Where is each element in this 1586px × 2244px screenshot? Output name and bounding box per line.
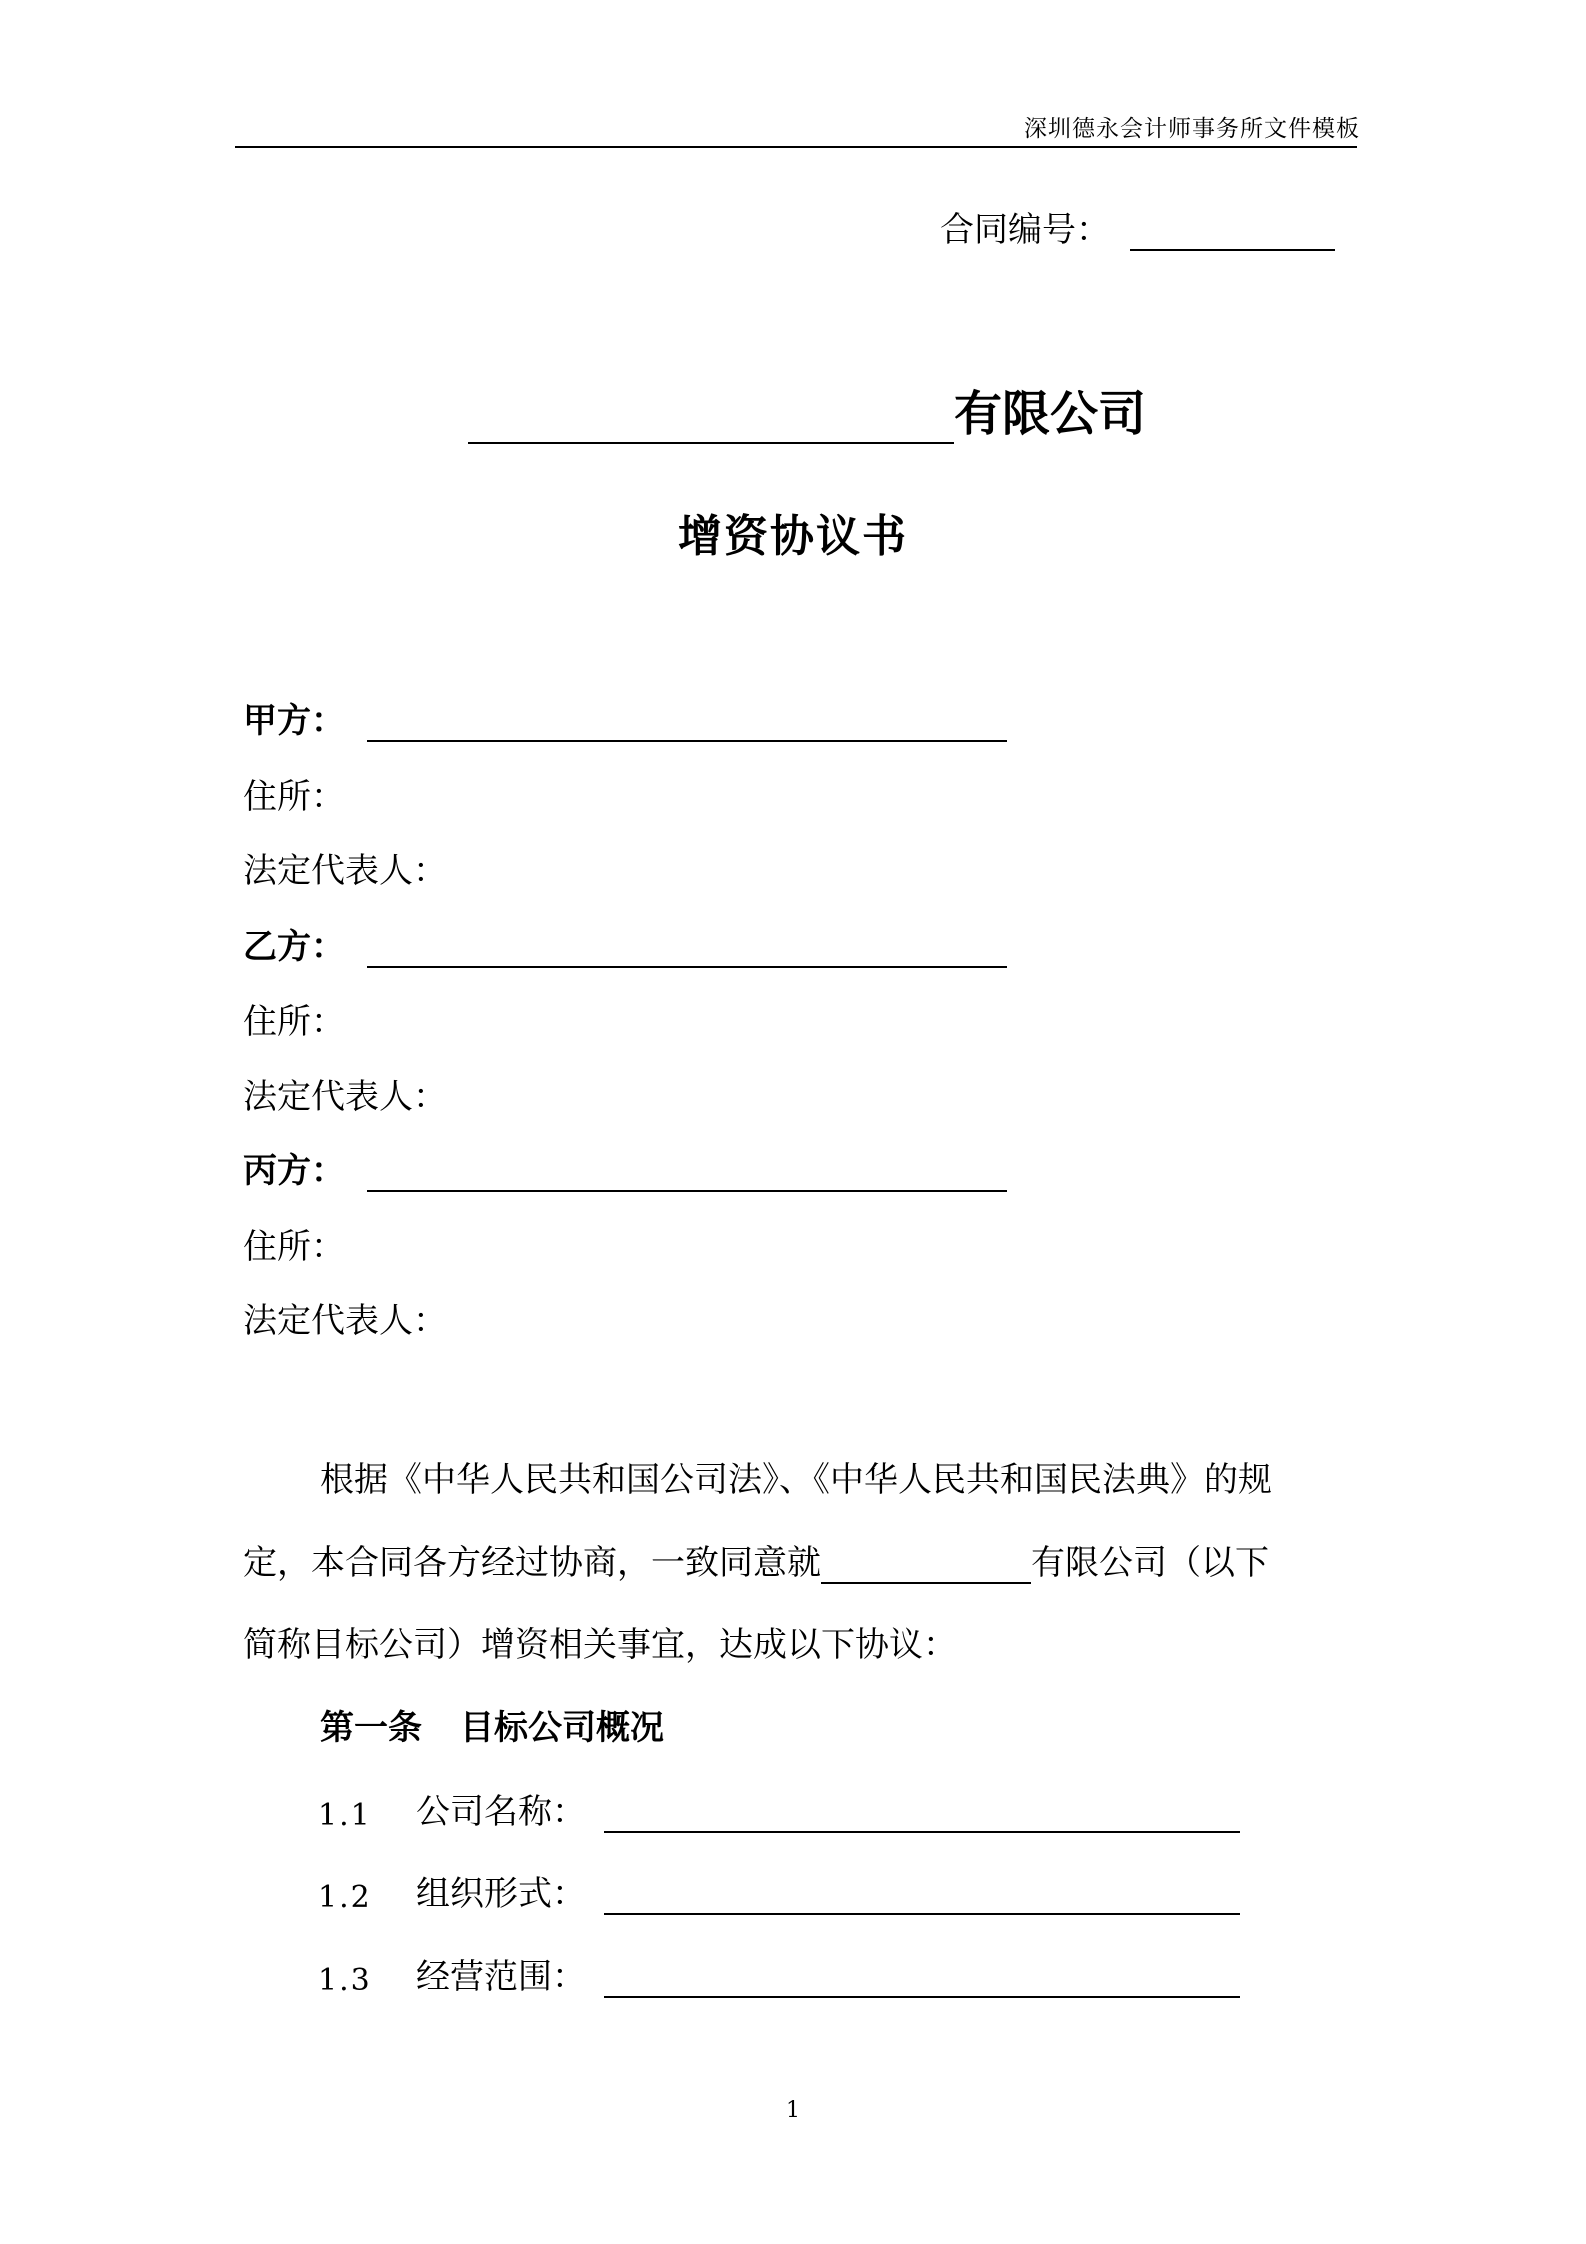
- company-name-blank: [468, 388, 954, 444]
- party-c-label: 丙方：: [243, 1151, 345, 1191]
- item-1-1-row: [318, 1784, 1240, 1833]
- party-c-representative-row: [243, 1293, 447, 1342]
- party-b-representative-row: [243, 1069, 447, 1118]
- item-1-2-number: 1.2: [318, 1880, 372, 1915]
- party-b-label: 乙方：: [243, 927, 345, 967]
- item-1-1-label: 公司名称：: [416, 1792, 586, 1832]
- header-rule: [235, 146, 1357, 148]
- party-b-address-row: [243, 994, 345, 1043]
- preamble-line-1: 根据《中华人民共和国公司法》、《中华人民共和国民法典》的规: [320, 1460, 1272, 1500]
- party-a-address-label: 住所：: [243, 777, 345, 817]
- party-c-blank: [367, 1150, 1007, 1192]
- preamble-line-2-before: 定，本合同各方经过协商，一致同意就: [243, 1543, 821, 1583]
- party-c-address-label: 住所：: [243, 1227, 345, 1267]
- party-a-representative-label: 法定代表人：: [243, 851, 447, 891]
- party-c-row: [243, 1143, 1007, 1192]
- article-1-heading: [320, 1700, 664, 1749]
- contract-number-blank: [1130, 209, 1335, 251]
- page-number: 1: [786, 2098, 800, 2123]
- article-1-title: 目标公司概况: [460, 1708, 664, 1748]
- item-1-2-row: [318, 1866, 1240, 1915]
- document-title: 增资协议书: [678, 511, 908, 562]
- contract-number-label: 合同编号：: [940, 210, 1110, 250]
- party-c-address-row: [243, 1219, 345, 1268]
- item-1-3-blank: [604, 1956, 1240, 1998]
- item-1-2-label: 组织形式：: [416, 1874, 586, 1914]
- party-a-blank: [367, 700, 1007, 742]
- header-firm-template: 深圳德永会计师事务所文件模板: [1024, 116, 1360, 142]
- item-1-3-number: 1.3: [318, 1963, 372, 1998]
- party-c-representative-label: 法定代表人：: [243, 1301, 447, 1341]
- item-1-1-number: 1.1: [318, 1798, 372, 1833]
- party-b-row: [243, 919, 1007, 968]
- party-a-address-row: [243, 769, 345, 818]
- party-a-label: 甲方：: [243, 701, 345, 741]
- company-suffix: 有限公司: [954, 386, 1147, 442]
- company-name-line: [468, 375, 1146, 444]
- preamble-line-2-after: 有限公司（以下: [1031, 1543, 1269, 1583]
- party-b-representative-label: 法定代表人：: [243, 1077, 447, 1117]
- item-1-3-label: 经营范围：: [416, 1957, 586, 1997]
- party-a-row: [243, 693, 1007, 742]
- party-a-representative-row: [243, 843, 447, 892]
- item-1-1-blank: [604, 1791, 1240, 1833]
- target-company-blank: [821, 1542, 1031, 1584]
- item-1-3-row: [318, 1949, 1240, 1998]
- preamble-line-2: [243, 1535, 1269, 1584]
- item-1-2-blank: [604, 1873, 1240, 1915]
- contract-number-field: [940, 202, 1335, 251]
- party-b-address-label: 住所：: [243, 1002, 345, 1042]
- article-1-number: 第一条: [320, 1708, 422, 1748]
- party-b-blank: [367, 926, 1007, 968]
- preamble-line-3: 简称目标公司）增资相关事宜，达成以下协议：: [243, 1625, 957, 1665]
